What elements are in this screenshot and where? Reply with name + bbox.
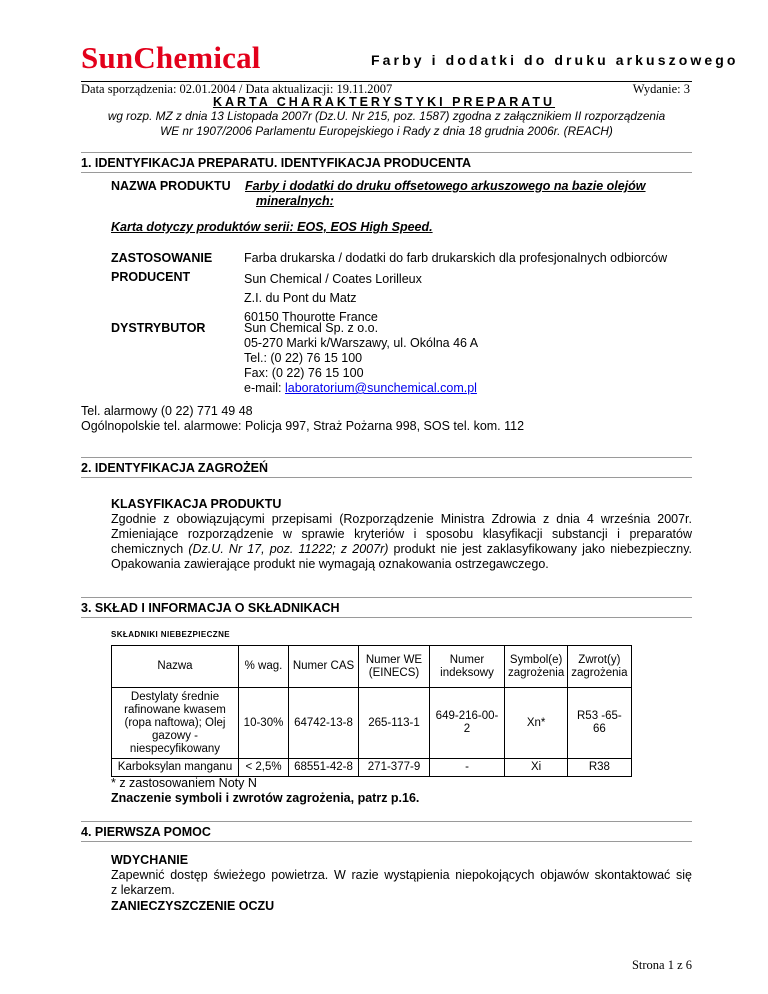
section-divider (81, 172, 692, 173)
alarm-phone: Tel. alarmowy (0 22) 771 49 48 (81, 404, 253, 418)
table-cell: 271-377-9 (359, 759, 430, 777)
header-cell: Nazwa (112, 646, 239, 688)
document-title: KARTA CHARAKTERYSTYKI PREPARATU (212, 95, 556, 109)
classification-title: KLASYFIKACJA PRODUKTU (111, 497, 282, 511)
classification-text: Zgodnie z obowiązującymi przepisami (Rozporządzenie Ministra Zdrowia z dnia 4 września 2007r. Zmieniające rozporządzenie w sprawie kryteriów i sposobu klasyfikacji substancji i preparatów chemicznych (Dz.U. Nr 17, poz. 11222; z 2007r) produkt nie jest zaklasyfikowany jako niebezpieczny. Opakowania zawierające produkt nie wymagają oznakowania ostrzegawczego. (111, 512, 692, 571)
national-alarm-phones: Ogólnopolskie tel. alarmowe: Policja 997, Straż Pożarna 998, SOS tel. kom. 112 (81, 419, 525, 433)
section-divider (81, 821, 692, 822)
table-cell: Xn* (505, 688, 568, 759)
table-cell: < 2,5% (239, 759, 289, 777)
inhalation-title: WDYCHANIE (111, 853, 189, 867)
table-row (112, 688, 632, 759)
table-cell: Destylaty średnie rafinowane kwasem (ropa naftowa); Olej gazowy - niespecyfikowany (112, 688, 239, 759)
section-divider (81, 457, 692, 458)
table-cell: R38 (568, 759, 631, 777)
document-dates: Data sporządzenia: 02.01.2004 / Data aktualizacji: 19.11.2007 (81, 82, 393, 96)
symbols-reference: Znaczenie symboli i zwrotów zagrożenia, patrz p.16. (111, 791, 420, 805)
brand-logo: SunChemical (81, 40, 261, 75)
producer-address: Sun Chemical / Coates Lorilleux Z.I. du Pont du Matz 60150 Thourotte France (244, 272, 422, 324)
section-divider (81, 841, 692, 842)
table-cell: 10-30% (239, 688, 289, 759)
table-cell: Xi (505, 759, 568, 777)
email-link[interactable]: laboratorium@sunchemical.com.pl (285, 381, 477, 395)
distributor-address: Sun Chemical Sp. z o.o. 05-270 Marki k/Warszawy, ul. Okólna 46 A Tel.: (0 22) 76 15 100 Fax: (0 22) 76 15 100 e-mail: laboratorium@sunchemical.com.pl (244, 321, 479, 395)
edition-number: Wydanie: 3 (632, 82, 690, 96)
table-cell: 649-216-00-2 (430, 688, 505, 759)
document-subtitle: Farby i dodatki do druku arkuszowego (371, 52, 739, 68)
section-divider (81, 477, 692, 478)
header-cell: Numer WE (EINECS) (359, 646, 430, 688)
product-name: Farby i dodatki do druku offsetowego arkuszowego na bazie olejów mineralnych: (245, 179, 646, 208)
eye-contact-title: ZANIECZYSZCZENIE OCZU (111, 899, 275, 913)
section-divider (81, 152, 692, 153)
table-cell: 64742-13-8 (289, 688, 359, 759)
section-4-title: 4. PIERWSZA POMOC (81, 825, 211, 839)
inhalation-text: Zapewnić dostęp świeżego powietrza. W razie wystąpienia niepokojących objawów skontaktować się z lekarzem. (111, 868, 692, 897)
table-caption: SKŁADNIKI NIEBEZPIECZNE (111, 630, 230, 639)
hazardous-components-table (111, 645, 632, 777)
table-header-row (112, 646, 632, 688)
header-cell: % wag. (239, 646, 289, 688)
section-3-title: 3. SKŁAD I INFORMACJA O SKŁADNIKACH (81, 601, 340, 615)
regulation-intro: wg rozp. MZ z dnia 13 Listopada 2007r (Dz.U. Nr 215, poz. 1587) zgodna z załącznikiem II rozporządzenia WE nr 1907/2006 Parlamentu Europejskiego i Rady z dnia 18 grudnia 2006r. (REACH) (107, 109, 666, 138)
header-cell: Symbol(e) zagrożenia (505, 646, 568, 688)
section-divider (81, 597, 692, 598)
table-cell: Karboksylan manganu (112, 759, 239, 777)
table-note: * z zastosowaniem Noty N (111, 776, 257, 790)
table-cell: - (430, 759, 505, 777)
product-series: Karta dotyczy produktów serii: EOS, EOS High Speed. (111, 220, 433, 234)
header-cell: Zwrot(y) zagrożenia (568, 646, 631, 688)
use-label: ZASTOSOWANIE (111, 251, 213, 265)
header-cell: Numer CAS (289, 646, 359, 688)
table-cell: 265-113-1 (359, 688, 430, 759)
table-row (112, 759, 632, 777)
use-value: Farba drukarska / dodatki do farb drukarskich dla profesjonalnych odbiorców (244, 251, 668, 265)
product-name-label: NAZWA PRODUKTU (111, 179, 231, 193)
page-number: Strona 1 z 6 (631, 958, 692, 972)
table-cell: R53 -65-66 (568, 688, 631, 759)
section-1-title: 1. IDENTYFIKACJA PREPARATU. IDENTYFIKACJA PRODUCENTA (81, 156, 472, 170)
section-2-title: 2. IDENTYFIKACJA ZAGROŻEŃ (81, 461, 269, 475)
table-cell: 68551-42-8 (289, 759, 359, 777)
distributor-label: DYSTRYBUTOR (111, 321, 206, 335)
section-divider (81, 617, 692, 618)
header-cell: Numer indeksowy (430, 646, 505, 688)
producer-label: PRODUCENT (111, 270, 191, 284)
